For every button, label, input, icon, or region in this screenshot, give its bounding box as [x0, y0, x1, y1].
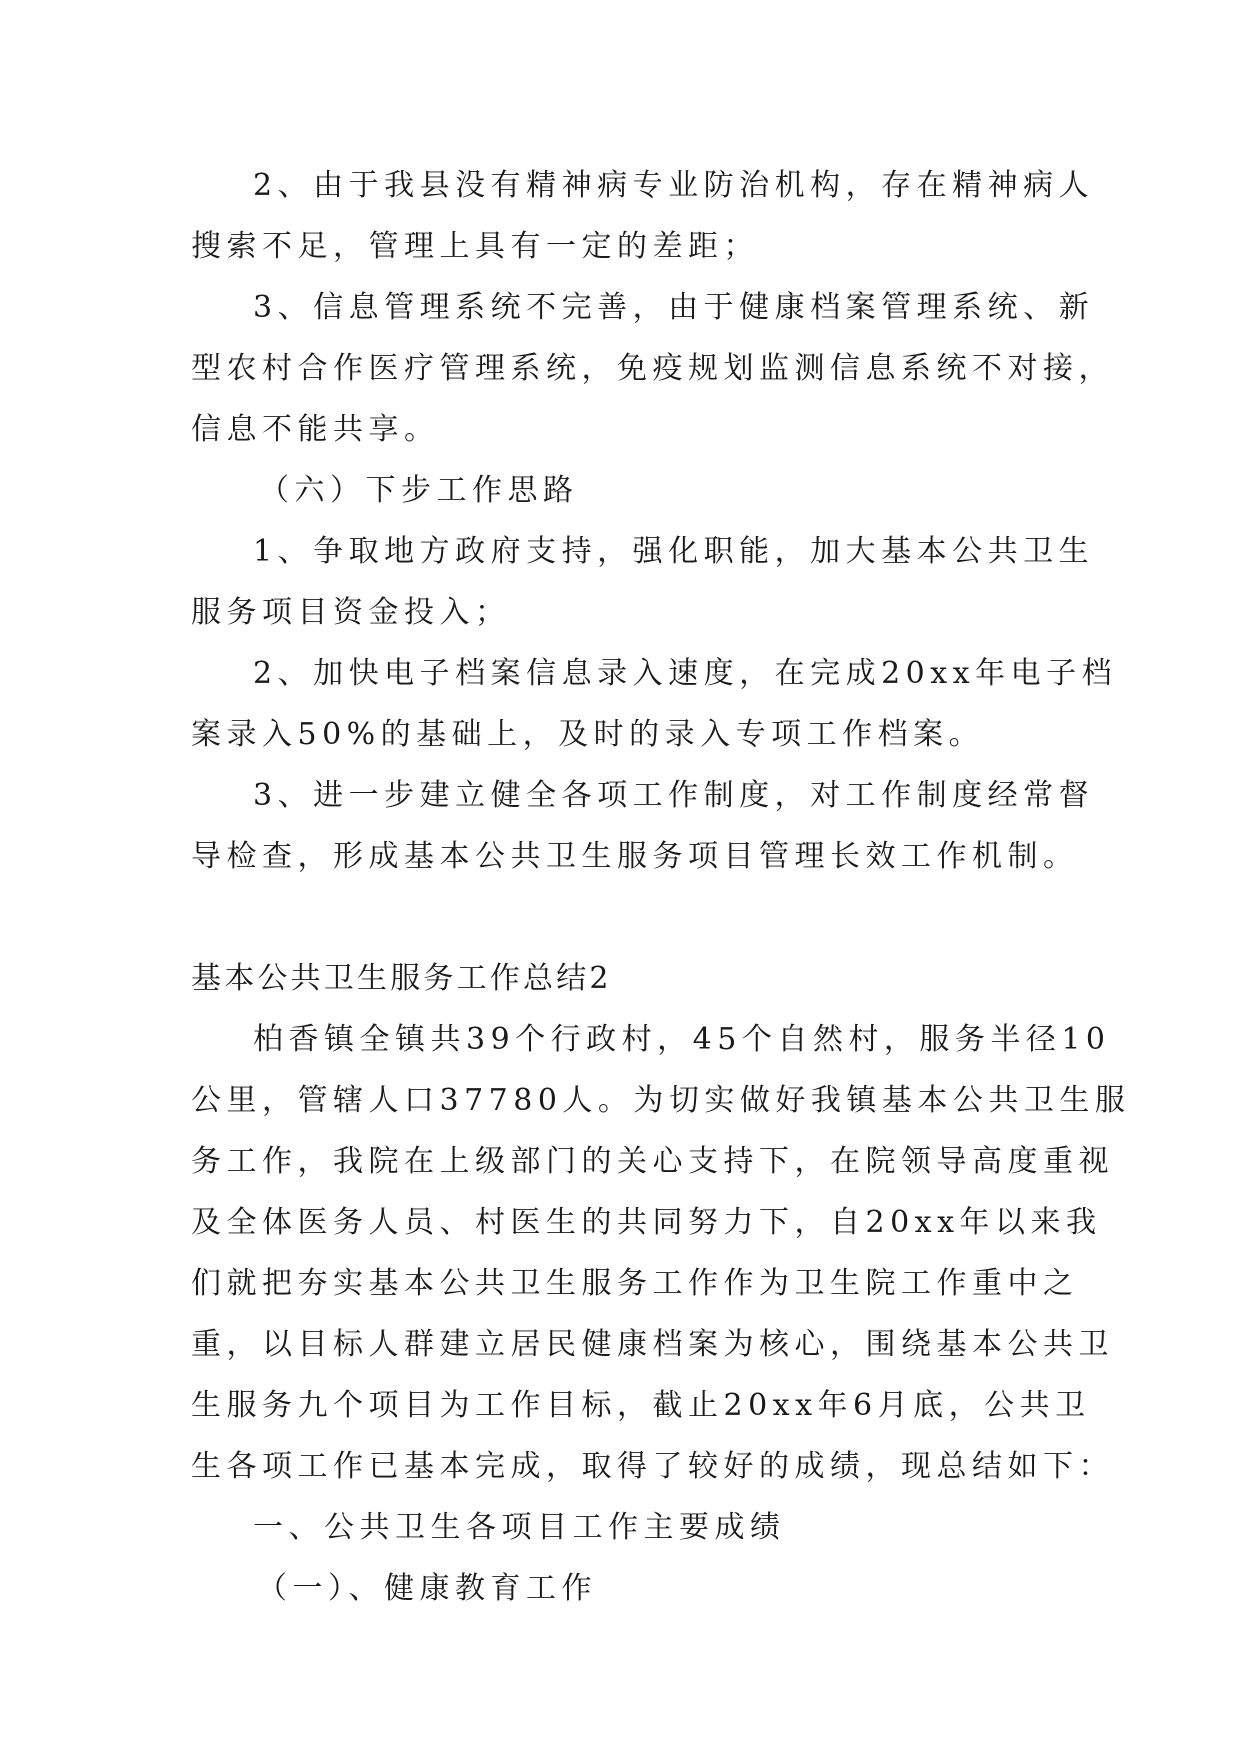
- paragraph-line: 们就把夯实基本公共卫生服务工作作为卫生院工作重中之: [191, 1266, 1079, 1301]
- paragraph-line: 3、进一步建立健全各项工作制度，对工作制度经常督: [253, 778, 1095, 813]
- subsection-heading: （一）、健康教育工作: [257, 1571, 597, 1606]
- paragraph-line: 1、争取地方政府支持，强化职能，加大基本公共卫生: [253, 534, 1095, 569]
- paragraph-line: 及全体医务人员、村医生的共同努力下，自20xx年以来我: [191, 1205, 1102, 1240]
- paragraph-line: 案录入50%的基础上，及时的录入专项工作档案。: [191, 717, 985, 752]
- document-title: 基本公共卫生服务工作总结2: [191, 961, 612, 996]
- document-body: [191, 155, 1131, 1619]
- paragraph-line: 务工作，我院在上级部门的关心支持下，在院领导高度重视: [191, 1144, 1114, 1179]
- paragraph-line: 重，以目标人群建立居民健康档案为核心，围绕基本公共卫: [191, 1327, 1114, 1362]
- paragraph-gap: [191, 887, 1051, 948]
- paragraph-line: 公里，管辖人口37780人。为切实做好我镇基本公共卫生服: [191, 1083, 1131, 1118]
- paragraph-line: 导检查，形成基本公共卫生服务项目管理长效工作机制。: [191, 839, 1079, 874]
- section-heading: 一、公共卫生各项目工作主要成绩: [253, 1510, 786, 1545]
- paragraph-line: 型农村合作医疗管理系统，免疫规划监测信息系统不对接，: [191, 351, 1114, 386]
- paragraph-line: 生服务九个项目为工作目标，截止20xx年6月底，公共卫: [191, 1388, 1091, 1423]
- paragraph-line: 3、信息管理系统不完善，由于健康档案管理系统、新: [253, 290, 1095, 325]
- section-heading: （六）下步工作思路: [259, 473, 579, 508]
- paragraph-line: 搜索不足，管理上具有一定的差距；: [191, 229, 759, 264]
- paragraph-line: 2、由于我县没有精神病专业防治机构，存在精神病人: [253, 168, 1095, 203]
- paragraph-line: 柏香镇全镇共39个行政村，45个自然村，服务半径10: [253, 1022, 1111, 1057]
- paragraph-line: 信息不能共享。: [191, 412, 440, 447]
- paragraph-line: 生各项工作已基本完成，取得了较好的成绩，现总结如下：: [191, 1449, 1114, 1484]
- paragraph-line: 2、加快电子档案信息录入速度，在完成20xx年电子档: [253, 656, 1118, 691]
- paragraph-line: 服务项目资金投入；: [191, 595, 511, 630]
